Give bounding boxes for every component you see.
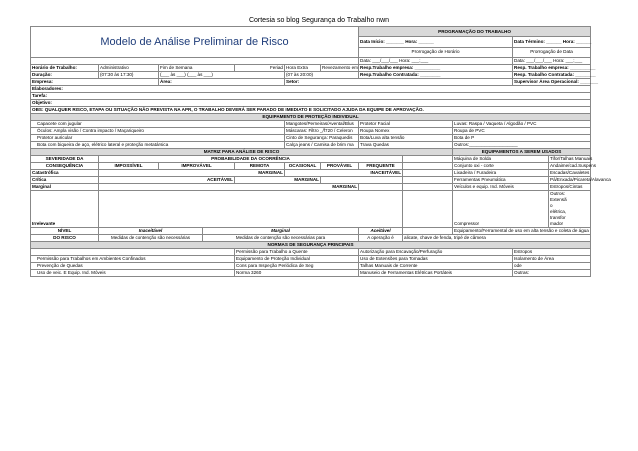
zone-inaceitavel: INACEITÁVEL	[285, 170, 403, 177]
data-inicio[interactable]: Data Início: _______ Hora: ______	[359, 37, 513, 47]
resp-contratada-1[interactable]: Resp.Trabalho Contratada: ________	[359, 72, 513, 79]
outros-line: Extensã	[550, 197, 567, 202]
apr-table	[30, 26, 611, 277]
norma-item[interactable]: Autorização para Escavação/Perfuração	[359, 249, 513, 256]
norma-item[interactable]: Permissão para Trabalho a Quente	[235, 249, 359, 256]
apr-form	[30, 26, 611, 277]
supervisor-field[interactable]: Supervisor Área Operacional: _______	[514, 79, 599, 84]
epi-item[interactable]: Roupa Nomex	[359, 128, 453, 135]
blank-cell	[403, 184, 453, 191]
blank-cell	[359, 184, 403, 191]
epi-item[interactable]: Óculos: Ampla visão / Contra impacto / Maçariqueiro	[31, 128, 285, 135]
matriz-header: MATRIZ PARA ANÁLISE DE RISCO	[31, 149, 453, 156]
epi-item[interactable]: Roupa de PVC	[453, 128, 591, 135]
page-title: Cortesia so blog Segurança do Trabalho nwn	[248, 17, 390, 24]
equip-item[interactable]: Tifor/Talhas Manuais	[550, 156, 593, 161]
norma-item[interactable]: Equipamento de Proteção Individual	[235, 256, 359, 263]
equip-chave[interactable]: alicate, chave de fenda, tripé de câmera	[403, 235, 591, 242]
row-irrelevante: Irrelevante	[31, 191, 99, 228]
nivel-inaceitavel: Inaceitável	[99, 228, 203, 235]
equip-item[interactable]: Ferramentas Pneumática	[453, 177, 549, 184]
area-field[interactable]: Área:	[159, 79, 285, 86]
norma-item[interactable]: Talhas Manuais de Corrente	[359, 263, 513, 270]
blank-cell	[403, 156, 453, 163]
data-hora-1[interactable]: Data: ___/___/___ Hora: ___:___	[359, 58, 513, 65]
desc-marginal: Medidas de contenção são necessárias para	[203, 235, 359, 242]
nivel-marginal: Marginal	[203, 228, 359, 235]
blank-cell	[403, 163, 453, 170]
equip-item[interactable]: Estropos/Cintas	[549, 184, 591, 191]
duracao-label: Duração:	[31, 72, 99, 79]
norma-item[interactable]: Norma 3260	[235, 270, 359, 277]
epi-item[interactable]: Protetor auricular	[31, 135, 285, 142]
equip-outros[interactable]	[549, 191, 591, 228]
norma-item[interactable]: Uso de Extensões para Tomadas	[359, 256, 513, 263]
horario-hora-extra[interactable]: Hora Extra	[285, 65, 321, 72]
duracao-extra: (07 às 20:00)	[285, 72, 359, 79]
horario-feriado[interactable]: Feriad	[235, 65, 285, 72]
prorrogacao-data: Prorrogação de Data	[513, 47, 591, 57]
data-termino[interactable]: Data Término: ______ Hora: ______	[513, 37, 591, 47]
equip-item[interactable]: Pá/Enxada/Picareta/Alavanca	[550, 177, 611, 182]
col-provavel: PROVÁVEL	[321, 163, 359, 170]
col-remota: REMOTA	[235, 163, 285, 170]
outros-line: transfor	[550, 215, 566, 220]
do-risco-label: DO RISCO	[31, 235, 99, 242]
norma-item[interactable]: ode	[513, 263, 591, 270]
resp-empresa-1[interactable]: Resp.Trabalho empresa: __________	[359, 65, 513, 72]
outros-line: elétrica,	[550, 209, 567, 214]
norma-item[interactable]: Manuseio de Ferramentas Elétricas Portáteis	[359, 270, 513, 277]
equip-compressor[interactable]: Compressor	[453, 191, 549, 228]
epi-item[interactable]: Calça jeans / Camisa de brim ma	[285, 142, 359, 149]
equip-item[interactable]: Conjunto oxi - corte	[453, 163, 549, 170]
zone-aceitavel: ACEITÁVEL	[99, 177, 235, 184]
horario-label: Horário de Trabalho:	[31, 65, 99, 72]
outros-line: o	[550, 203, 553, 208]
row-catastrofica: Catastrófica	[31, 170, 99, 177]
duracao-fds[interactable]: (___ às ___) (___ às ___)	[159, 72, 285, 79]
epi-item[interactable]: Bota com biqueira de aço, elétrico lateral e proteção metatársica	[31, 142, 285, 149]
norma-item[interactable]: Cons para Inspeção Periódica de Seg	[235, 263, 359, 270]
norma-item[interactable]: Estropos	[513, 249, 591, 256]
zone-marginal: MARGINAL	[235, 177, 321, 184]
nivel-label: NÍVEL	[31, 228, 99, 235]
zone-marginal: MARGINAL	[99, 170, 285, 177]
data-hora-2[interactable]: Data: ___/___/___ Hora: ___:___	[513, 58, 591, 65]
norma-item[interactable]: Prevenção de Quedas	[31, 263, 235, 270]
equip-item[interactable]: Andaime/cad.Suspens	[550, 163, 596, 168]
desc-aceitavel: A operação é	[359, 235, 403, 242]
equip-item[interactable]: Máquina de Solda	[453, 156, 549, 163]
probabilidade-label: PROBABILIDADE DA OCORRÊNCIA	[99, 156, 403, 163]
tarefa-field[interactable]: Tarefa:	[31, 93, 591, 100]
resp-contratada-2[interactable]: Resp. Trabalho Contratada: ________	[514, 72, 596, 77]
equipamentos-header: EQUIPAMENTOS A SEREM USADOS	[453, 149, 591, 156]
blank-row	[31, 58, 359, 65]
epi-item[interactable]: Máscaras: Filtro _/f720 / Celeron	[285, 128, 359, 135]
epi-item[interactable]: Capacete com jugular	[31, 121, 285, 128]
nivel-aceitavel: Aceitável	[359, 228, 403, 235]
epi-item[interactable]: Bota de P	[453, 135, 591, 142]
norma-item[interactable]	[31, 249, 235, 256]
horario-fim-semana[interactable]: Fim de Semana	[159, 65, 235, 72]
outros-line: mador	[550, 221, 564, 226]
programacao-header: PROGRAMAÇÃO DO TRABALHO	[359, 27, 591, 37]
epi-header: EQUIPAMENTO DE PROTEÇÃO INDIVIDUAL	[31, 114, 591, 121]
severidade-label: SEVERIDADE DA	[31, 156, 99, 163]
blank-cell	[321, 177, 403, 184]
epi-item[interactable]: Cinto de Segurança: Paraquedis	[285, 135, 359, 142]
normas-header: NORMAS DE SEGURANÇA PRINCIPAIS	[31, 242, 591, 249]
epi-item[interactable]: Protetor Facial	[359, 121, 453, 128]
equip-item[interactable]: Escadas/Cavaletes	[550, 170, 590, 175]
row-marginal: Marginal	[31, 184, 99, 191]
blank-cell	[403, 170, 453, 177]
norma-item[interactable]: Isolamento de Área	[513, 256, 591, 263]
equip-item[interactable]: Veículos e equip. Ind. Móveis	[453, 184, 549, 191]
setor-field[interactable]: Setor:	[285, 79, 513, 86]
horario-revezamento[interactable]: Revezamento em	[322, 65, 359, 70]
prorrogacao-horario: Prorrogação de Horário	[359, 47, 513, 57]
equip-ferramental[interactable]: Equipamento/Ferramental de uso em alta tensão e coleta de água	[454, 228, 589, 233]
objetivo-field[interactable]: Objetivo:	[31, 100, 591, 107]
epi-item[interactable]: Trava Quedas	[359, 142, 453, 149]
horario-administrativo[interactable]: Administrativo	[99, 65, 159, 72]
form-title: Modelo de Análise Preliminar de Risco	[31, 27, 359, 58]
epi-item[interactable]: Bota/Luva alta tensão	[359, 135, 453, 142]
desc-inaceitavel: Medidas de contenção são necessárias	[99, 235, 203, 242]
blank-cell	[403, 177, 453, 184]
consequencia-label: CONSEQUÊNCIA	[31, 163, 99, 170]
equip-item[interactable]: Lixadeira / Furadeira	[453, 170, 549, 177]
empresa-field[interactable]: Empresa:	[31, 79, 159, 86]
col-improvavel: IMPROVÁVEL	[159, 163, 235, 170]
duracao-adm: (07:30 às 17:30)	[99, 72, 159, 79]
blank-cell	[403, 191, 453, 228]
norma-item[interactable]: Uso de veic. E Equip. Ind. Móveis	[31, 270, 235, 277]
epi-item[interactable]: Outros:___________________	[453, 142, 591, 149]
blank-cell	[403, 228, 453, 235]
col-frequente: FREQUENTE	[359, 163, 403, 170]
resp-empresa-2[interactable]: Resp. Trabalho empresa: __________	[514, 65, 596, 70]
zone-marginal: MARGINAL	[99, 184, 359, 191]
obs-note: OBS: QUALQUER RISCO, ETAPA OU SITUAÇÃO NÃO PREVISTA NA APR, O TRABALHO DEVERÁ SER PARADO DE IMEDIATO E SOLICITADO AJUDA DA EQUIPE DE APROVAÇÃO.	[31, 107, 591, 114]
outros-line: Outros:	[550, 191, 566, 196]
epi-item[interactable]: Luvas: Raspa / Vaqueta / Algodão / PVC	[453, 121, 591, 128]
col-impossivel: IMPOSSÍVEL	[99, 163, 159, 170]
blank-cell	[99, 191, 403, 228]
epi-item[interactable]: Mangotes/Perneiras/Avental/Blus	[285, 121, 359, 128]
norma-item[interactable]: Outras:	[513, 270, 591, 277]
norma-item[interactable]: Permissão para Trabalhos em Ambientes Confinados	[31, 256, 235, 263]
row-critica: Crítica	[31, 177, 99, 184]
elaboradores-field[interactable]: Elaboradores:	[31, 86, 591, 93]
col-ocasional: OCASIONAL	[285, 163, 321, 170]
